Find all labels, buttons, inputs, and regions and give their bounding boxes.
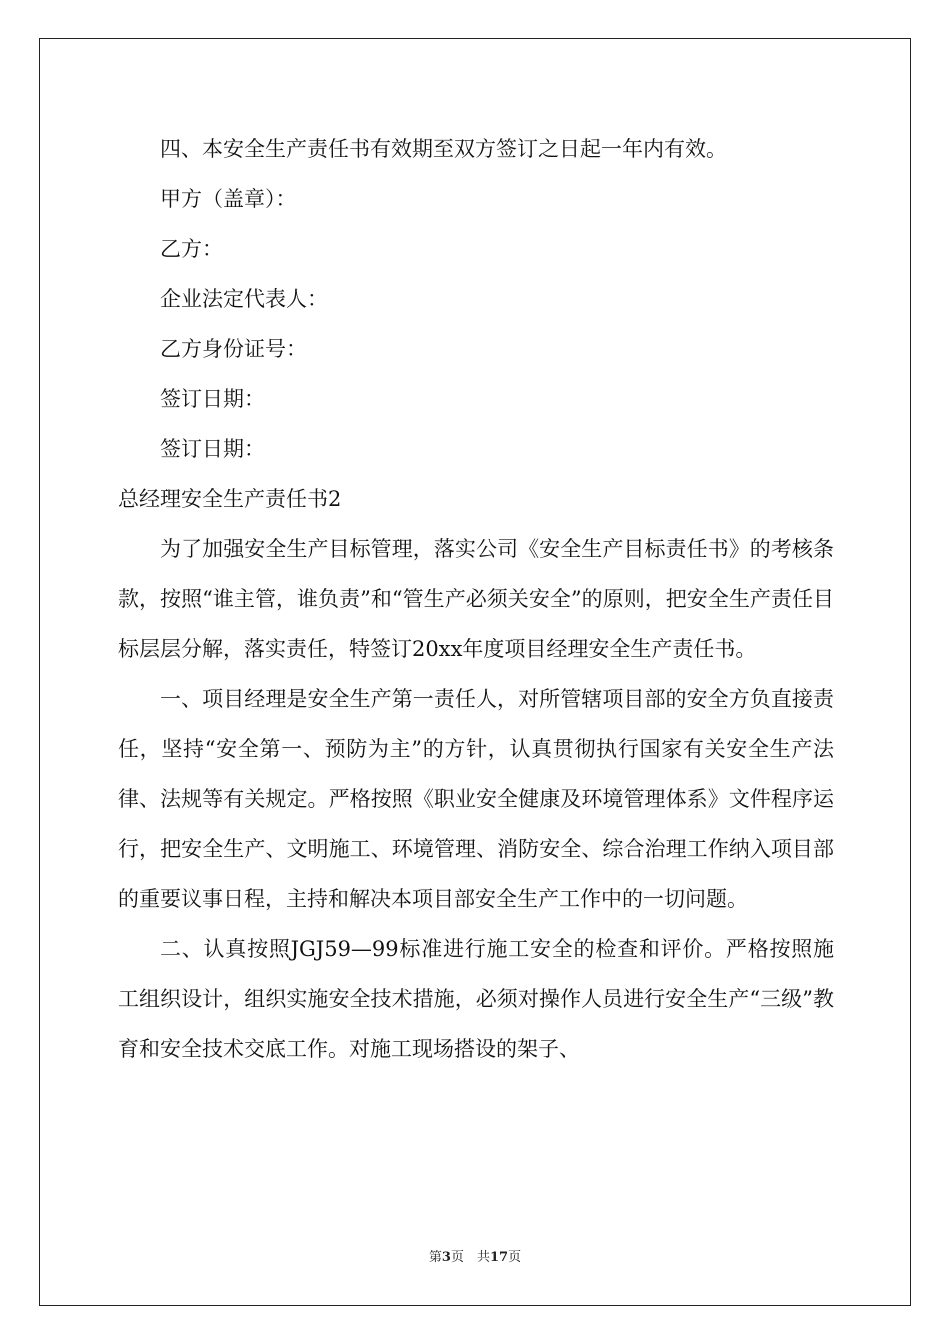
party-a-seal-label: 甲方（盖章）： xyxy=(160,187,297,211)
paragraph-intro: 为了加强安全生产目标管理，落实公司《安全生产目标责任书》的考核条款，按照“谁主管，谁负责”和“管生产必须关安全”的原则，把安全生产责任目标层层分解，落实责任，特签订20xx年度项目经理安全生产责任书。 xyxy=(118,537,834,661)
signing-date-label: 签订日期： xyxy=(160,387,265,411)
current-page-number: 3 xyxy=(441,1250,451,1265)
legal-representative-label: 企业法定代表人： xyxy=(160,287,328,311)
party-b-id-label: 乙方身份证号： xyxy=(160,337,307,361)
party-b-label: 乙方： xyxy=(160,237,223,261)
footer-suffix: 页 xyxy=(508,1250,522,1265)
paragraph-clause-one: 一、项目经理是安全生产第一责任人，对所管辖项目部的安全方负直接责任，坚持“安全第一、预防为主”的方针，认真贯彻执行国家有关安全生产法律、法规等有关规定。严格按照《职业安全健康及环境管理体系》文件程序运行，把安全生产、文明施工、环境管理、消防安全、综合治理工作纳入项目部的重要议事日程，主持和解决本项目部安全生产工作中的一切问题。 xyxy=(118,687,834,911)
document-body xyxy=(118,124,834,1074)
footer-middle: 页 共 xyxy=(450,1250,490,1265)
paragraph-clause-two: 二、认真按照JGJ59—99标准进行施工安全的检查和评价。严格按照施工组织设计，组织实施安全技术措施，必须对操作人员进行安全生产“三级”教育和安全技术交底工作。对施工现场搭设的架子、 xyxy=(118,937,834,1061)
signing-date-label-2: 签订日期： xyxy=(160,437,265,461)
total-page-number: 17 xyxy=(489,1250,509,1265)
clause-four: 四、本安全生产责任书有效期至双方签订之日起一年内有效。 xyxy=(160,137,727,161)
section-title: 总经理安全生产责任书2 xyxy=(118,487,342,511)
footer-prefix: 第 xyxy=(428,1250,442,1265)
page-footer xyxy=(0,1246,950,1265)
